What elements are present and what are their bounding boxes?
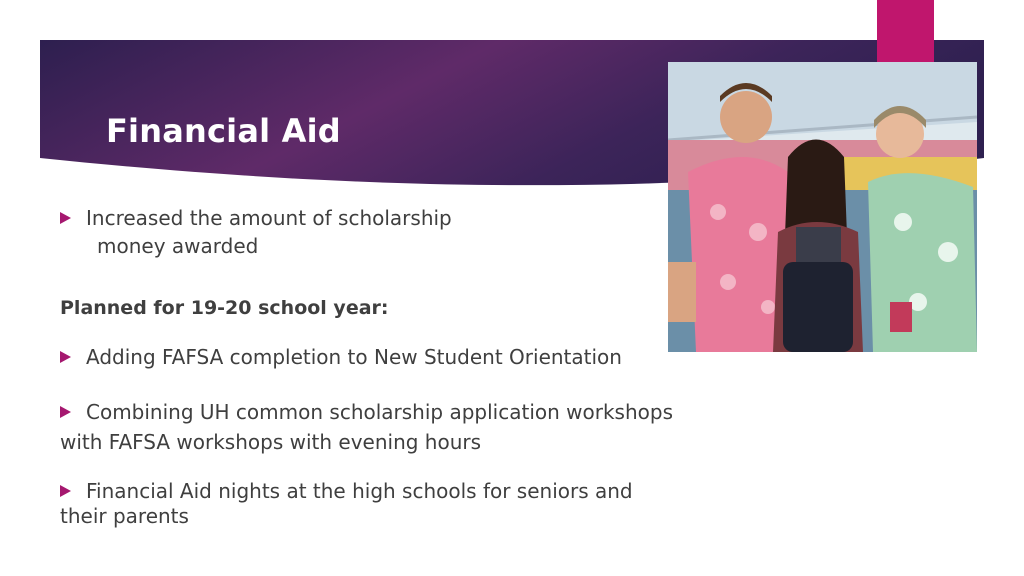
list-item (60, 343, 622, 371)
planned-heading: Planned for 19-20 school year: (60, 297, 389, 319)
accent-tab (877, 0, 934, 62)
bullet-3-line2: their parents (60, 504, 189, 528)
bullet-2-line1: Combining UH common scholarship application workshops (86, 400, 673, 424)
bullet-2-line2: with FAFSA workshops with evening hours (60, 430, 482, 454)
group-photo (668, 62, 977, 352)
bullet-3-line1: Financial Aid nights at the high schools for seniors and (86, 479, 633, 503)
list-item (60, 479, 633, 529)
triangle-right-icon (60, 351, 71, 363)
intro-bullet-line1: Increased the amount of scholarship (86, 206, 452, 230)
triangle-right-icon (60, 485, 71, 497)
triangle-right-icon (60, 406, 71, 418)
intro-bullet (60, 204, 452, 260)
slide-title: Financial Aid (106, 112, 341, 150)
intro-bullet-line2: money awarded (97, 234, 259, 258)
list-item (60, 397, 673, 457)
triangle-right-icon (60, 212, 71, 224)
bullet-1-line1: Adding FAFSA completion to New Student Orientation (86, 345, 622, 369)
